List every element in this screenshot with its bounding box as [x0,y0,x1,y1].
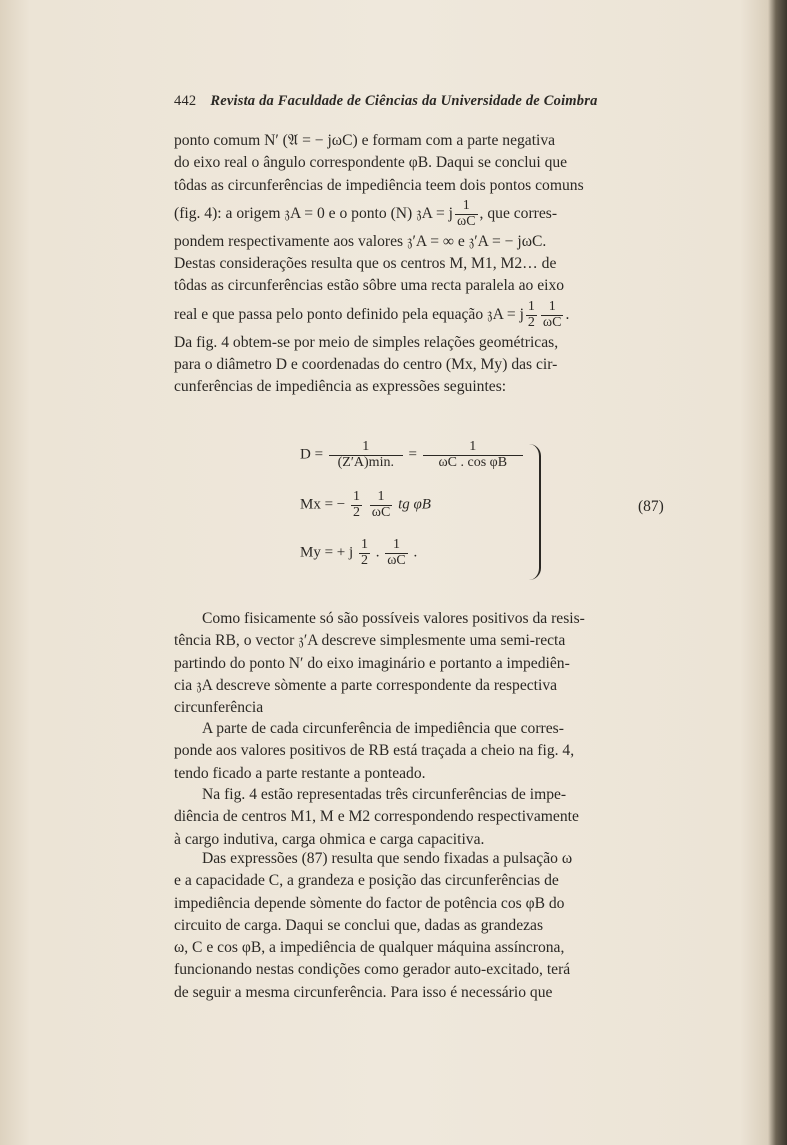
equation-My [300,538,417,568]
text-line: de seguir a mesma circunferência. Para isso é necessário que [174,983,553,1001]
fraction [359,538,370,568]
text-line [174,298,670,332]
text-line: diência de centros M1, M e M2 correspondendo respectivamente [174,808,579,826]
inline-text: . [565,305,570,323]
paragraph-1 [174,130,670,399]
equation-lhs: My = + j [300,544,354,561]
text-line: tôdas as circunferências de impediência teem dois pontos comuns [174,176,584,194]
fraction [370,490,393,520]
paragraph-5 [174,848,670,1004]
fraction [385,538,408,568]
text-line: do eixo real o ângulo correspondente φB. Daqui se conclui que [174,154,568,172]
text-line: impediência depende sòmente do factor de potência cos φB do [174,894,565,912]
running-header [174,93,630,110]
fraction-numerator: 1 [360,537,368,552]
inline-text: , que corres- [479,204,558,222]
fraction-denominator: ωC [371,504,391,520]
equation-number: (87) [638,498,664,515]
text-line: Da fig. 4 obtem-se por meio de simples relações geométricas, [174,333,559,351]
fraction-denominator: ωC . cos φB [438,454,508,470]
fraction-numerator: 1 [329,440,403,456]
fraction-denominator: (Z′A)min. [337,454,394,470]
fraction-denominator: 2 [353,504,361,520]
fraction [351,490,362,520]
paragraph-2 [174,608,670,719]
equals-sign: = [408,446,418,463]
inline-text: (fig. 4): a origem 𝔷A = 0 e o ponto (N) 𝔷A = j [174,204,453,222]
text-line: A parte de cada circunferência de impediência que corres- [202,720,564,737]
fraction-denominator: ωC [456,213,476,229]
text-line: cia 𝔷A descreve sòmente a parte correspondente da respectiva [174,676,558,694]
text-line [174,197,670,231]
text-line: circuito de carga. Daqui se conclui que, dadas as grandezas [174,916,544,934]
text-line: Das expressões (87) resulta que sendo fixadas a pulsação ω [202,850,573,867]
text-line: cunferências de impediência as expressões seguintes: [174,378,507,396]
fraction-numerator: 1 [455,199,478,215]
fraction-numerator: 1 [385,538,408,554]
text-line: tendo ficado a parte restante a ponteado. [174,764,426,782]
equation-D [300,440,525,470]
fraction-denominator: 2 [527,314,535,330]
inline-fraction [541,300,564,330]
fraction-numerator: 1 [527,299,535,315]
fraction-numerator: 1 [423,440,523,456]
fraction-denominator: ωC [387,552,406,568]
text-line: funcionando nestas condições como gerador auto-excitado, terá [174,961,571,979]
equation-lhs: Mx = − [300,496,346,513]
equation-lhs: D = [300,446,324,463]
equation-block [300,438,680,586]
inline-fraction [455,199,478,229]
fraction-numerator: 1 [353,489,361,504]
fraction [329,440,403,470]
text-line: ponde aos valores positivos de RB está traçada a cheio na fig. 4, [174,742,575,760]
text-line: para o diâmetro D e coordenadas do centro (Mx, My) das cir- [174,356,558,374]
text-line: partindo do ponto N′ do eixo imaginário e portanto a impediên- [174,654,570,672]
text-line: à cargo indutiva, carga ohmica e carga capacitiva. [174,830,485,848]
page-number: 442 [174,93,197,109]
text-line: Na fig. 4 estão representadas três circunferências de impe- [202,786,567,803]
paragraph-4 [174,784,670,851]
text-line: tôdas as circunferências estão sôbre uma recta paralela ao eixo [174,277,565,295]
equation-Mx [300,490,431,520]
fraction-numerator: 1 [370,490,393,506]
fraction [423,440,523,470]
text-line: circunferência [174,699,264,717]
inline-fraction [526,300,537,330]
fraction-denominator: ωC [542,314,562,330]
text-line: Como fisicamente só são possíveis valores positivos da resis- [202,610,585,627]
equation-brace [525,444,541,580]
equation-dot: . [375,544,380,561]
text-line: ponto comum N′ (𝔄 = − jωC) e formam com a parte negativa [174,132,556,149]
text-line: tência RB, o vector 𝔷′A descreve simplesmente uma semi-recta [174,632,566,650]
text-line: ω, C e cos φB, a impediência de qualquer máquina assíncrona, [174,939,565,957]
running-title: Revista da Faculdade de Ciências da Universidade de Coimbra [210,93,598,109]
paragraph-3 [174,718,670,785]
text-line: e a capacidade C, a grandeza e posição das circunferências de [174,872,559,890]
equation-tail: . [413,544,418,561]
fraction-numerator: 1 [541,300,564,316]
text-line: pondem respectivamente aos valores 𝔷′A = ∞ e 𝔷′A = − jωC. [174,232,547,250]
equation-tail: tg φB [398,496,431,513]
inline-text: real e que passa pelo ponto definido pela equação 𝔷A = j [174,305,524,323]
text-line: Destas considerações resulta que os centros M, M1, M2… de [174,255,557,273]
fraction-denominator: 2 [360,552,368,568]
